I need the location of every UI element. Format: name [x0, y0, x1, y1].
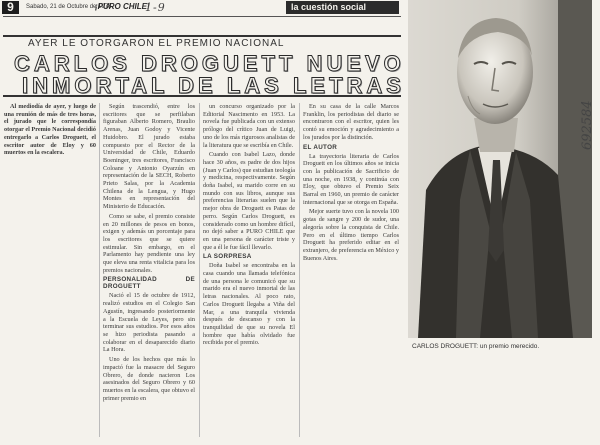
archive-stamp: 692584: [580, 100, 595, 150]
paragraph: Al mediodía de ayer, y luego de una reunión de más de tres horas, el jurado que le correspondía otorgar el Premio Nacional decidió entregarlo a Carlos Droguett, el escritor autor de Eloy y 60 muertos en la escalera.: [4, 103, 96, 157]
column-rule: [299, 103, 300, 437]
article-column-3: [203, 103, 295, 349]
page-number: 9: [2, 1, 19, 14]
article-column-4: [303, 103, 399, 264]
top-divider: [3, 16, 401, 17]
paragraph: Según trascendió, entre los escritores que se perfilaban figuraban Alberto Romero, Braulio Arenas, Juan Godoy y Vicente Huidobro. El jurado estaba compuesto por el Rector de la Universidad de Chile, Eduardo Boeninger, tres escritores, Francisco Coloane y Antonio Oyarzún en representación de la SECH, Roberto Prieto Salas, por la Academia Chilena de la Lengua, y Hugo Montes en representación del Ministerio de Educación.: [103, 103, 195, 211]
paragraph: Como se sabe, el premio consiste en 20 millones de pesos en bonos, exigen y además un porcentaje para los escritores que se quiere estimular. Sin embargo, en el Parlamento hay pendiente una ley que eleva una renta vitalicia para los premios nacionales.: [103, 212, 195, 274]
subhead-autor: EL AUTOR: [303, 143, 338, 151]
photo-caption: CARLOS DROGUETT: un premio merecido.: [412, 343, 540, 350]
paragraph: Nació el 15 de octubre de 1912, realizó estudios en el Colegio San Agustín, ingresando posteriormente a la Escuela de Leyes, pero sin terminar sus estudios. Por esos años se hizo periodista pasando a colaborar en el desaparecido diario La Hora.: [103, 292, 195, 354]
subhead-personalidad: PERSONALIDAD DE DROGUETT: [103, 276, 195, 291]
paragraph: un concurso organizado por la Editorial Nascimento en 1953. La novela fue publicada con un extenso prólogo del crítico Juan de Luigi, uno de los más rigurosos analistas de la literatura que se escribía en Chile.: [203, 103, 295, 149]
kicker: AYER LE OTORGARON EL PREMIO NACIONAL: [28, 38, 285, 49]
paragraph: Uno de los hechos que más lo impactó fue la masacre del Seguro Obrero, de donde nacieron Los asesinados del Seguro Obrero y 60 muertos en la escalera, que obtuvo el primer premio en: [103, 356, 195, 402]
headline-line-2: INMORTAL DE LAS LETRAS: [22, 73, 405, 98]
column-rule: [199, 103, 200, 437]
section-label: la cuestión social: [286, 1, 399, 14]
paragraph: Mejor suerte tuvo con la novela 100 gotas de sangre y 200 de sudor, una alegoría sobre la conquista de Chile. Pero en el último tiempo Carlos Droguett ha preferido editar en el extranjero, de preferencia en México y Buenos Aires.: [303, 208, 399, 262]
paragraph: En su casa de la calle Marcos Franklin, los periodistas del diario se encontraron con el escritor, quien les contó su emoción y agradecimiento a los jurados por la distinción.: [303, 103, 399, 141]
headline-line-1: CARLOS DROGUETT NUEVO: [14, 51, 405, 76]
article-column-2: [103, 103, 195, 404]
column-rule: [99, 103, 100, 437]
newspaper-name: ¡PURO CHILE!: [95, 2, 150, 11]
paragraph: La trayectoria literaria de Carlos Droguett en los últimos años se inicia con la publicación de Sacrificio de una noche, en 1938, y continúa con Eloy, que obtuvo el Premio Seix Barral en 1960, un premio de carácter internacional que se otorga en España.: [303, 152, 399, 206]
article-column-1: [4, 103, 96, 159]
paragraph: Doña Isabel se encontraba en la casa cuando una llamada telefónica de una persona le comunicó que su marido era el nuevo inmortal de las letras nacionales. Al poco rato, Carlos Droguett llegaba a Viña del Mar, a una tranquila vivienda después de descanso y con la tranquilidad de que su novela El hombre que había olvidado fue recibida por el premio.: [203, 262, 295, 347]
subhead-sorpresa: LA SORPRESA: [203, 253, 252, 261]
author-photo: [408, 0, 592, 338]
portrait-image: [408, 0, 592, 338]
handwritten-mark: 1-9: [145, 1, 166, 14]
date-line: Sabado, 21 de Octubre de 1978: [26, 4, 112, 10]
paragraph: Cuando con Isabel Lazo, donde hace 30 años, es padre de dos hijos (Juan y Carlos) que estudian teología y medicina, respectivamente. Según doña Isabel, su marido corre en su mundo con sus libros, aunque sus preferencias literarias suelen que la mejor obra de Droguett es Patas de perro. Según Carlos Droguett, es considerado como un hombre difícil, no dejó saber a PURO CHILE que en una persona de carácter triste y que a él le fue fácil llevarlo.: [203, 151, 295, 251]
